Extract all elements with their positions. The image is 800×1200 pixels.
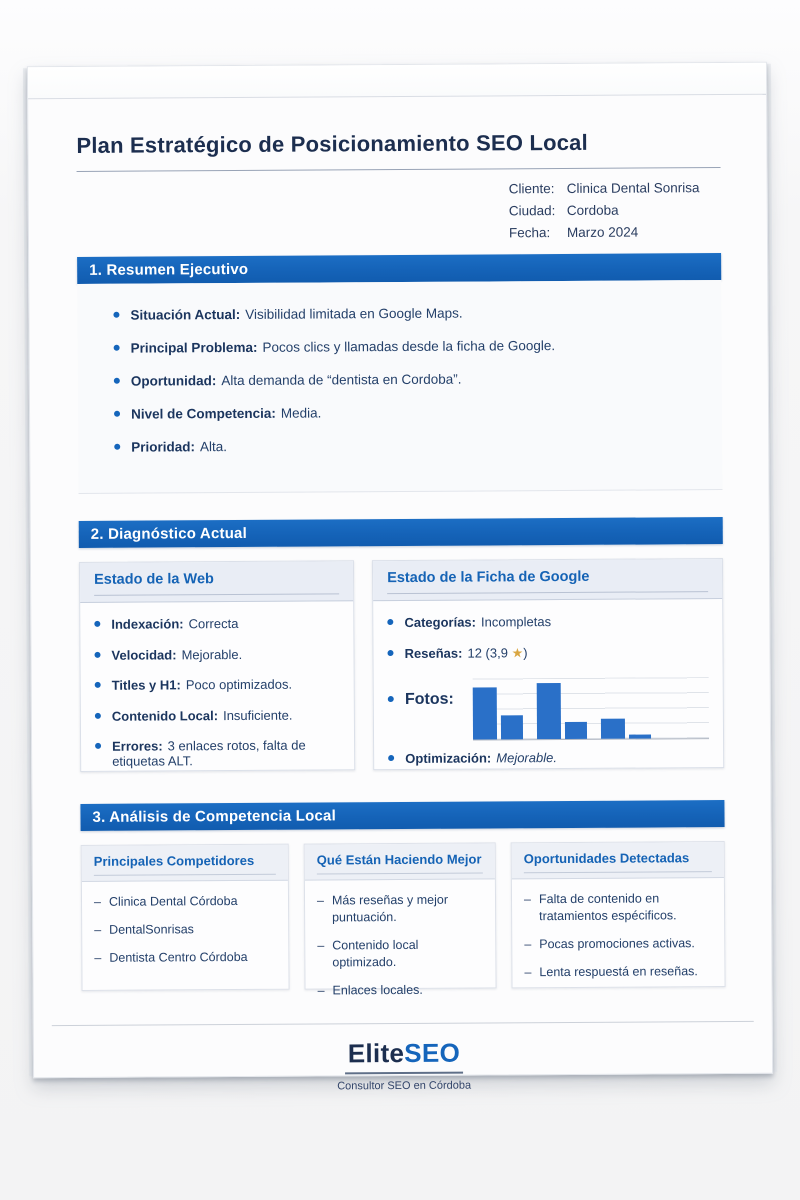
item-label: Reseñas: — [404, 645, 463, 661]
card-title-divider — [94, 593, 339, 595]
fotos-chart-row — [388, 675, 709, 741]
list-item — [524, 890, 714, 925]
item-value: Mejorable. — [496, 750, 557, 766]
footer-divider — [52, 1021, 754, 1026]
bullet-icon — [94, 651, 100, 657]
item-text: Contenido local optimizado. — [332, 937, 419, 970]
card-header — [80, 561, 353, 603]
section1-header: 1. Resumen Ejecutivo — [77, 253, 721, 284]
item-value: Insuficiente. — [223, 707, 293, 723]
list-item — [94, 646, 339, 662]
chart-bar — [537, 683, 561, 739]
card-title: Principales Competidores — [93, 852, 255, 869]
list-item — [388, 644, 709, 662]
card-header — [82, 845, 288, 882]
item-text: Dentista Centro Córdoba — [109, 949, 248, 965]
doing-better-card — [304, 842, 497, 998]
item-label: Situación Actual: — [130, 306, 241, 323]
meta-label: Fecha: — [508, 225, 551, 241]
chart-bar — [473, 688, 497, 740]
opportunities-card — [511, 841, 726, 988]
card-header — [373, 559, 722, 601]
item-value: Correcta — [188, 615, 239, 632]
meta-label: Cliente: — [508, 181, 555, 197]
card-title: Oportunidades Detectadas — [523, 850, 690, 867]
item-text: Más reseñas y mejor puntuación. — [331, 892, 449, 925]
card-title-divider — [387, 591, 708, 594]
item-label: Principal Problema: — [130, 339, 258, 356]
list-item — [524, 963, 714, 981]
client-meta-block — [509, 180, 721, 240]
dash-icon: – — [316, 893, 325, 908]
brand-tagline: Consultor SEO en Córdoba — [337, 1079, 472, 1093]
list-item — [113, 304, 711, 323]
list-item — [95, 707, 340, 723]
dash-icon: – — [524, 936, 532, 951]
bullet-icon — [95, 743, 101, 749]
dash-icon: – — [317, 938, 325, 953]
list-item — [94, 615, 339, 631]
brand-elite-text: Elite — [347, 1037, 405, 1069]
card-title-divider — [317, 872, 483, 874]
list-item — [317, 891, 485, 926]
meta-value: Clinica Dental Sonrisa — [566, 180, 700, 196]
list-item — [387, 613, 708, 630]
bullet-icon — [114, 444, 120, 450]
section2-header: 2. Diagnóstico Actual — [79, 517, 723, 548]
list-item — [114, 337, 712, 356]
item-label: Categorías: — [404, 614, 477, 630]
star-icon: ★ — [511, 644, 524, 660]
brand-seo-text: SEO — [404, 1037, 461, 1068]
item-label: Prioridad: — [131, 439, 196, 455]
card-title: Estado de la Web — [94, 571, 214, 588]
bullet-icon — [113, 312, 119, 318]
competitors-card — [81, 844, 290, 991]
google-profile-card — [372, 558, 724, 770]
chart-bar — [601, 719, 625, 739]
item-value: Media. — [280, 405, 322, 421]
item-value: Alta demanda de “dentista en Cordoba”. — [221, 371, 462, 389]
dash-icon: – — [317, 982, 325, 998]
web-status-card — [79, 560, 355, 772]
item-value: Mejorable. — [181, 646, 243, 662]
item-label: Errores: — [112, 738, 163, 754]
bullet-icon — [95, 712, 101, 718]
card-header — [305, 843, 495, 880]
item-value: Visibilidad limitada en Google Maps. — [245, 305, 463, 322]
brand-underline — [345, 1072, 463, 1075]
list-item — [524, 935, 714, 953]
list-item — [94, 921, 278, 939]
title-divider — [77, 167, 721, 172]
section1-panel — [77, 280, 722, 494]
footer — [82, 1036, 726, 1094]
bullet-icon — [388, 755, 394, 761]
item-label: Titles y H1: — [111, 677, 181, 693]
fotos-bar-chart — [473, 677, 709, 740]
meta-label: Ciudad: — [508, 203, 556, 219]
item-label: Contenido Local: — [111, 707, 219, 724]
meta-row-fecha — [509, 224, 721, 240]
chart-bar — [629, 734, 651, 738]
chart-bar — [501, 715, 523, 740]
document-page — [27, 62, 773, 1093]
item-text: Falta de contenido en tratamientos espécificos. — [538, 891, 677, 924]
card-title: Estado de la Ficha de Google — [387, 568, 590, 587]
list-item — [114, 436, 712, 455]
list-item — [94, 949, 278, 967]
item-text: Pocas promociones activas. — [539, 935, 695, 951]
dash-icon: – — [93, 894, 102, 909]
item-label: Velocidad: — [111, 646, 177, 663]
item-value: Incompletas — [480, 614, 552, 630]
meta-row-ciudad — [509, 202, 721, 218]
page-top-fold — [28, 63, 766, 100]
item-text: Enlaces locales. — [332, 982, 423, 997]
item-text: Clinica Dental Córdoba — [108, 893, 238, 909]
item-text: Lenta respuestá en reseñas. — [539, 963, 698, 979]
list-item — [95, 737, 340, 768]
meta-row-cliente — [509, 180, 721, 196]
item-value: Pocos clics y llamadas desde la ficha de Google. — [262, 338, 556, 355]
item-label: Optimización: — [405, 750, 492, 766]
list-item — [388, 749, 709, 766]
page-title: Plan Estratégico de Posicionamiento SEO Local — [76, 129, 588, 158]
list-item — [114, 403, 712, 422]
item-label: Nivel de Competencia: — [130, 405, 276, 422]
card-title-divider — [94, 874, 276, 876]
bullet-icon — [114, 378, 120, 384]
item-value: Alta. — [199, 439, 228, 455]
item-label: Fotos: — [404, 690, 454, 708]
bullet-icon — [94, 621, 100, 627]
item-value: 12 (3,9 — [467, 644, 508, 661]
bullet-icon — [388, 696, 394, 702]
bullet-icon — [95, 682, 101, 688]
dash-icon: – — [94, 922, 102, 937]
card-title: Qué Están Haciendo Mejor — [316, 851, 482, 868]
item-value: Poco optimizados. — [185, 676, 293, 693]
item-value: ) — [523, 644, 528, 660]
card-title-divider — [524, 871, 712, 873]
list-item — [317, 936, 485, 971]
dash-icon: – — [94, 950, 102, 965]
item-label: Oportunidad: — [130, 373, 217, 389]
bullet-icon — [388, 650, 394, 656]
item-text: DentalSonrisas — [109, 922, 194, 937]
section3-header: 3. Análisis de Competencia Local — [80, 800, 724, 831]
bullet-icon — [114, 345, 120, 351]
item-value: 3 enlaces rotos, falta de etiquetas ALT. — [112, 737, 306, 769]
bullet-icon — [114, 411, 120, 417]
bullet-icon — [387, 619, 393, 625]
list-item — [318, 981, 486, 999]
dash-icon: – — [524, 964, 532, 979]
chart-bar — [565, 722, 587, 739]
meta-value: Cordoba — [566, 202, 619, 218]
list-item — [114, 370, 712, 389]
item-label: Indexación: — [111, 616, 184, 632]
meta-value: Marzo 2024 — [566, 224, 639, 240]
card-header — [512, 842, 724, 879]
dash-icon: – — [523, 892, 532, 907]
list-item — [95, 676, 340, 692]
list-item — [94, 893, 278, 911]
brand-logo — [348, 1038, 460, 1070]
